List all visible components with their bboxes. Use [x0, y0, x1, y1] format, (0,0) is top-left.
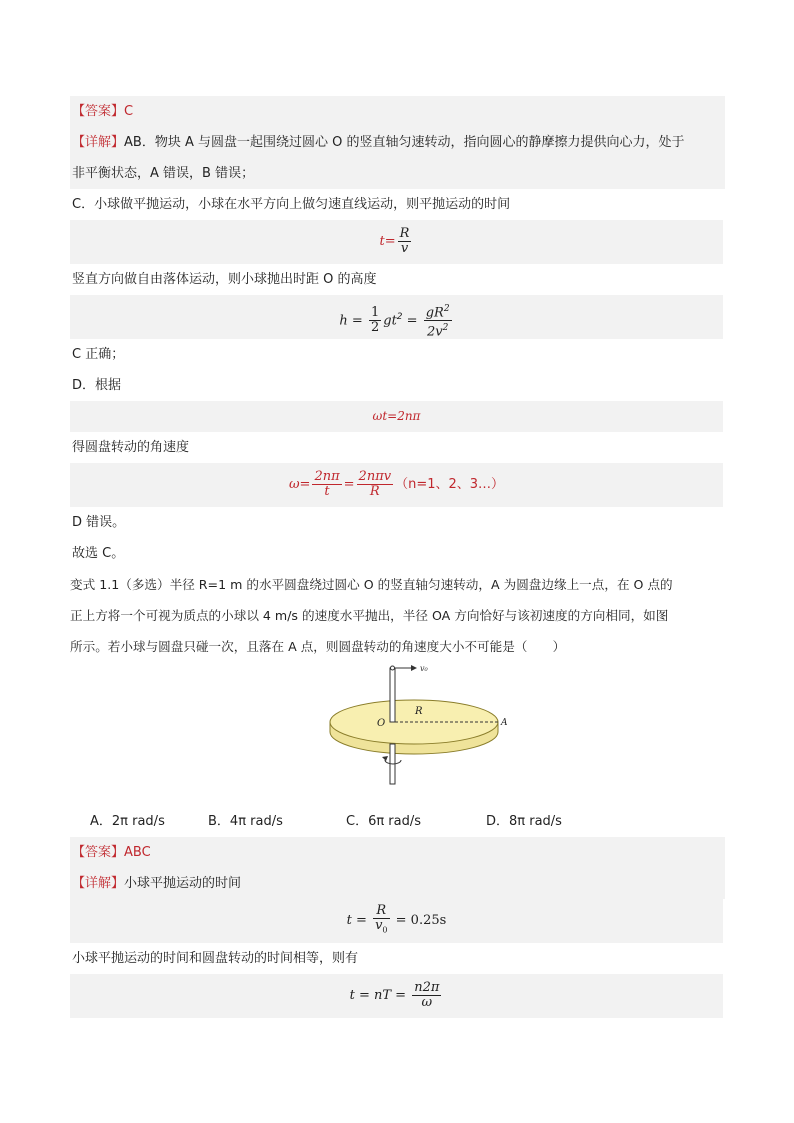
options-row: [70, 806, 743, 837]
detail-1-line-1: [70, 127, 725, 158]
eq-lhs: t = nT =: [349, 988, 407, 1003]
detail-text: AB．物块 A 与圆盘一起围绕过圆心 O 的竖直轴匀速转动，指向圆心的静摩擦力提供向心力，处于: [124, 135, 685, 150]
fraction: [412, 981, 441, 1010]
den-text: 2v: [426, 324, 443, 340]
option-c[interactable]: C．6π rad/s: [346, 814, 422, 829]
equation-t2: [70, 899, 723, 943]
choose-line: [70, 538, 725, 569]
problem-line-2: [70, 600, 723, 631]
fraction: [424, 302, 452, 340]
answer-2-row: [70, 837, 725, 868]
paragraph: C 正确；: [72, 347, 125, 362]
ball-icon: [391, 666, 395, 670]
paragraph: 小球平抛运动的时间和圆盘转动的时间相等，则有: [72, 951, 359, 966]
eq-lhs: h =: [339, 313, 363, 329]
disk-figure: [70, 662, 723, 806]
fraction-den: t: [324, 484, 330, 499]
angular-intro: [70, 432, 725, 463]
d-wrong: [70, 507, 725, 538]
equation-text: ωt=2nπ: [372, 409, 421, 423]
eq-lhs: t=: [379, 234, 396, 249]
eq-lhs: t =: [346, 913, 367, 928]
fraction-num: R: [399, 226, 410, 241]
answer-tag: 【答案】: [72, 104, 125, 119]
problem-text: 变式 1.1（多选）半径 R=1 m 的水平圆盘绕过圆心 O 的竖直轴匀速转动，A 为圆盘边缘上一点，在 O 点的: [70, 577, 673, 592]
paragraph: C．小球做平抛运动，小球在水平方向上做匀速直线运动，则平抛运动的时间: [72, 197, 511, 212]
fraction-num: n2π: [414, 980, 440, 995]
r-label: R: [415, 706, 423, 717]
detail-text: 小球平抛运动的时间: [124, 876, 242, 891]
fraction-den: [373, 919, 389, 938]
arrow-head-icon: [411, 665, 417, 671]
eq-rhs: = 0.25s: [395, 913, 447, 928]
fraction-num: [424, 302, 452, 321]
detail-1-line-2: [70, 158, 725, 189]
detail-tag: 【详解】: [72, 876, 125, 891]
fraction-den: 2: [370, 320, 380, 336]
fraction-num: 2nπ: [314, 469, 340, 484]
a-label: A: [501, 718, 508, 728]
shaft-top: [390, 668, 395, 722]
equation-h: [70, 295, 723, 339]
answer-tag: 【答案】: [72, 845, 125, 860]
fraction: [369, 306, 381, 335]
paragraph: 竖直方向做自由落体运动，则小球抛出时距 O 的高度: [72, 272, 377, 287]
answer-value: ABC: [124, 845, 151, 860]
den-text: v: [375, 917, 383, 933]
equation-omega: [70, 463, 723, 507]
eq-lhs: ω=: [288, 477, 311, 492]
exponent: 2: [442, 323, 449, 334]
detail-text: 非平衡状态，A 错误，B 错误；: [72, 166, 255, 181]
num-text: gR: [425, 305, 444, 321]
subscript: 0: [382, 925, 388, 935]
problem-text: 正上方将一个可视为质点的小球以 4 m/s 的速度水平抛出，半径 OA 方向恰好与该初速度的方向相同，如图: [70, 608, 669, 623]
option-c-intro: [70, 189, 725, 220]
rotating-disk-diagram: [325, 664, 508, 802]
eq-term: gt: [383, 313, 397, 329]
paragraph: D 错误。: [72, 515, 126, 530]
fraction-den: [424, 321, 452, 339]
detail-tag: 【详解】: [72, 135, 125, 150]
fraction: [398, 227, 412, 256]
paragraph: 故选 C。: [72, 546, 125, 561]
problem-text: 所示。若小球与圆盘只碰一次，且落在 A 点，则圆盘转动的角速度大小不可能是（ ）: [70, 639, 566, 654]
option-b[interactable]: B．4π rad/s: [208, 814, 283, 829]
document-page: [70, 96, 723, 1018]
d-intro: [70, 370, 725, 401]
c-correct: [70, 339, 725, 370]
exponent: 2: [396, 312, 403, 322]
option-d[interactable]: D．8π rad/s: [486, 814, 562, 829]
vertical-intro: [70, 264, 725, 295]
fraction-num: 2nπv: [358, 469, 392, 484]
eq-sign: =: [406, 313, 418, 329]
answer-value: C: [124, 104, 134, 119]
fraction-den: R: [369, 484, 380, 499]
fraction: [312, 470, 341, 499]
paragraph: D．根据: [72, 378, 122, 393]
fraction-num: R: [373, 904, 389, 919]
o-label: O: [377, 718, 386, 729]
equation-omega-t: [70, 401, 723, 432]
paragraph: 得圆盘转动的角速度: [72, 440, 190, 455]
fraction: [373, 904, 389, 938]
equation-ntw: [70, 974, 723, 1018]
detail-2-text-2: [70, 943, 725, 974]
problem-line-1: [70, 569, 723, 600]
eq-condition: （n=1、2、3…）: [395, 477, 505, 492]
option-a[interactable]: A．2π rad/s: [90, 814, 165, 829]
fraction: [357, 470, 394, 499]
equation-t: [70, 220, 723, 264]
problem-line-3: [70, 631, 723, 662]
eq-sign: =: [343, 477, 355, 492]
fraction-num: 1: [370, 305, 380, 321]
fraction-den: v: [400, 241, 409, 256]
v0-label: v₀: [420, 664, 428, 673]
detail-2-line: [70, 868, 725, 899]
answer-1-row: [70, 96, 725, 127]
exponent: 2: [443, 304, 450, 314]
fraction-den: ω: [421, 995, 433, 1010]
